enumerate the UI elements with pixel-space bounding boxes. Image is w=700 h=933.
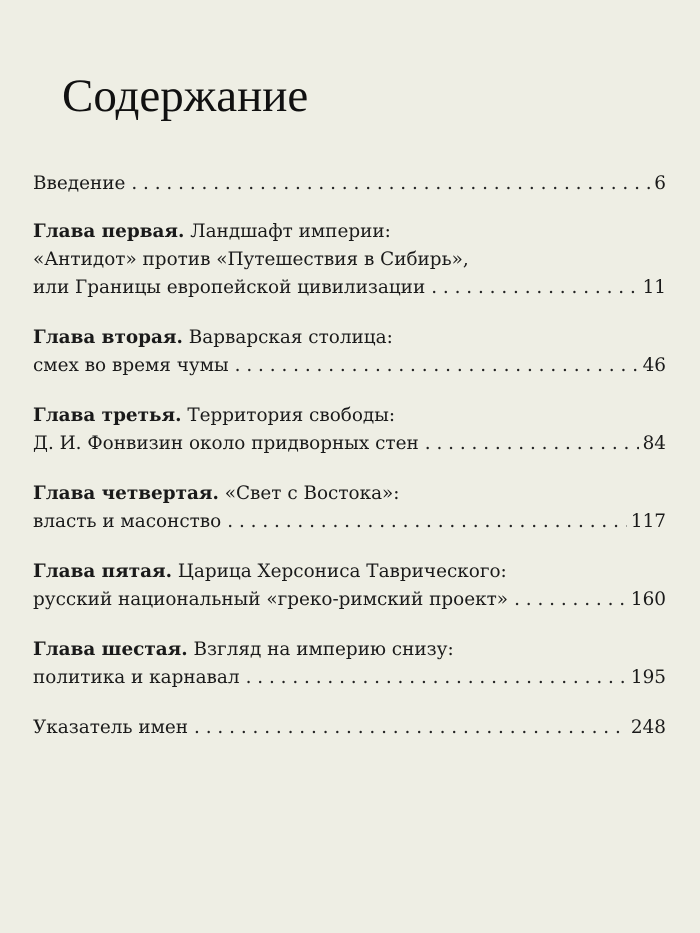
toc-entry-line <box>33 402 666 430</box>
toc-entry-line <box>33 274 666 302</box>
toc-entry-chapter-5[interactable] <box>33 558 666 614</box>
toc-entry-introduction[interactable] <box>33 170 666 198</box>
toc-entry-line <box>33 558 666 586</box>
toc-entry-chapter-2[interactable] <box>33 324 666 380</box>
toc-entry-line <box>33 508 666 536</box>
page-number: 46 <box>642 355 666 376</box>
chapter-heading: Глава четвертая. <box>33 483 219 504</box>
dot-leader <box>431 274 638 302</box>
toc-entry-chapter-1[interactable] <box>33 218 666 302</box>
toc-entry-line <box>33 170 666 198</box>
table-of-contents <box>33 170 666 762</box>
page-number: 6 <box>654 173 666 194</box>
toc-entry-title: власть и масонство <box>33 511 222 532</box>
page-number: 117 <box>630 511 666 532</box>
page-number: 11 <box>642 277 666 298</box>
toc-entry-chapter-3[interactable] <box>33 402 666 458</box>
dot-leader <box>227 508 627 536</box>
toc-entry-title: смех во время чумы <box>33 355 229 376</box>
toc-entry-line: «Антидот» против «Путешествия в Сибирь», <box>33 249 469 270</box>
chapter-heading: Глава первая. <box>33 221 185 242</box>
page-number: 84 <box>642 433 666 454</box>
toc-entry-name-index[interactable] <box>33 714 666 742</box>
toc-entry-line <box>33 636 666 664</box>
chapter-subtitle: Царица Херсониса Таврического: <box>177 561 507 582</box>
toc-entry-line <box>33 480 666 508</box>
toc-entry-line <box>33 714 666 742</box>
toc-entry-line <box>33 218 666 246</box>
chapter-heading: Глава третья. <box>33 405 182 426</box>
toc-entry-title: Д. И. Фонвизин около придворных стен <box>33 433 419 454</box>
toc-entry-line <box>33 324 666 352</box>
chapter-heading: Глава пятая. <box>33 561 173 582</box>
chapter-subtitle: Территория свободы: <box>187 405 396 426</box>
chapter-subtitle: Взгляд на империю снизу: <box>193 639 454 660</box>
chapter-subtitle: Варварская столица: <box>188 327 393 348</box>
chapter-subtitle: «Свет с Востока»: <box>224 483 400 504</box>
page-number: 248 <box>630 717 666 738</box>
toc-entry-line <box>33 352 666 380</box>
chapter-subtitle: Ландшафт империи: <box>190 221 391 242</box>
dot-leader <box>425 430 639 458</box>
toc-entry-title: русский национальный «греко-римский проект» <box>33 589 509 610</box>
page-title: Содержание <box>62 70 309 122</box>
dot-leader <box>246 664 627 692</box>
toc-entry-title: или Границы европейской цивилизации <box>33 277 426 298</box>
dot-leader <box>194 714 627 742</box>
dot-leader <box>235 352 639 380</box>
toc-entry-line <box>33 586 666 614</box>
toc-entry-title: политика и карнавал <box>33 667 240 688</box>
toc-entry-title: Указатель имен <box>33 717 189 738</box>
page-number: 195 <box>630 667 666 688</box>
toc-entry-line <box>33 430 666 458</box>
toc-entry-title: Введение <box>33 173 126 194</box>
chapter-heading: Глава шестая. <box>33 639 188 660</box>
page-number: 160 <box>630 589 666 610</box>
dot-leader <box>514 586 627 614</box>
toc-entry-line <box>33 664 666 692</box>
toc-entry-chapter-4[interactable] <box>33 480 666 536</box>
dot-leader <box>131 170 650 198</box>
chapter-heading: Глава вторая. <box>33 327 183 348</box>
toc-entry-chapter-6[interactable] <box>33 636 666 692</box>
